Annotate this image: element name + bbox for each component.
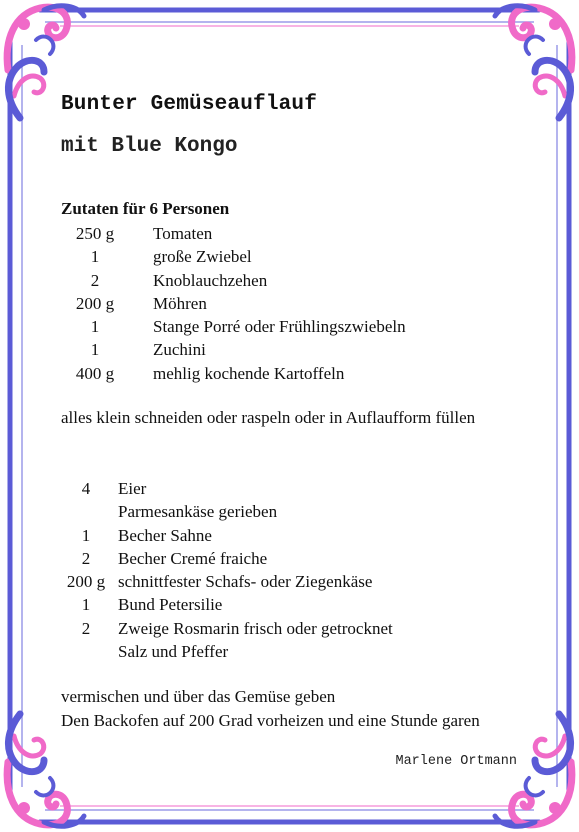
ingredients-heading: Zutaten für 6 Personen	[61, 199, 230, 218]
instruction-step-1: alles klein schneiden oder raspeln oder in Auflaufform füllen	[61, 408, 476, 427]
ingredient-quantity: 1	[90, 317, 100, 337]
author-signature: Marlene Ortmann	[395, 754, 517, 769]
ingredient-name: schnittfester Schafs- oder Ziegenkäse	[118, 572, 373, 592]
ingredient-name: Zweige Rosmarin frisch oder getrocknet	[118, 618, 393, 638]
instruction-line: Den Backofen auf 200 Grad vorheizen und eine Stunde garen	[61, 710, 480, 730]
ingredient-name: Bund Petersilie	[118, 595, 223, 615]
ingredient-name: Parmesankäse gerieben	[118, 502, 278, 522]
ingredient-name: Salz und Pfeffer	[118, 642, 229, 662]
ingredient-quantity: 1	[90, 247, 100, 267]
instruction-line: vermischen und über das Gemüse geben	[61, 687, 336, 706]
recipe-subtitle: mit Blue Kongo	[61, 135, 238, 158]
ingredient-name: Möhren	[153, 293, 207, 313]
ingredient-quantity: 250 g	[75, 224, 115, 243]
ingredient-name: Knoblauchzehen	[153, 270, 268, 290]
recipe-title: Bunter Gemüseauflauf	[61, 93, 318, 116]
ingredient-name: mehlig kochende Kartoffeln	[153, 363, 345, 383]
ingredient-name: Becher Cremé fraiche	[118, 548, 268, 568]
ingredient-quantity: 2	[81, 618, 91, 638]
ingredient-quantity: 2	[90, 270, 100, 290]
ingredient-quantity: 2	[81, 548, 91, 568]
ingredient-name: Zuchini	[153, 340, 206, 360]
ingredient-name: Stange Porré oder Frühlingszwiebeln	[153, 317, 406, 337]
ingredient-name: Becher Sahne	[118, 525, 212, 545]
ingredient-name: Tomaten	[153, 224, 213, 243]
ingredient-quantity: 400 g	[75, 363, 115, 383]
ingredient-quantity: 1	[90, 340, 100, 360]
ingredient-quantity: 1	[81, 595, 91, 615]
ingredient-quantity: 200 g	[66, 572, 106, 592]
ingredient-quantity: 200 g	[75, 293, 115, 313]
ingredient-name: Eier	[118, 479, 147, 498]
instruction-step-2	[61, 685, 531, 732]
ingredient-name: große Zwiebel	[153, 247, 252, 267]
ingredient-quantity: 1	[81, 525, 91, 545]
ingredient-quantity: 4	[81, 479, 91, 498]
